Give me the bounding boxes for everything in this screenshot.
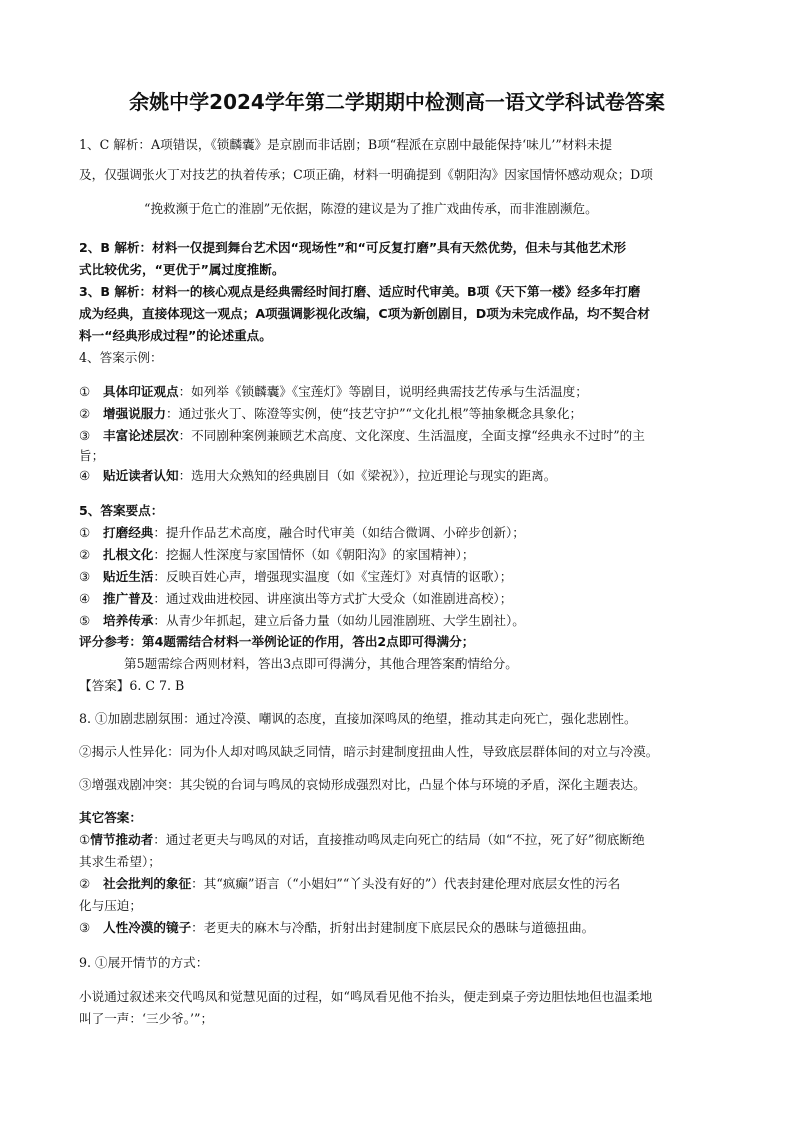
q5-item-1: [79, 525, 525, 541]
item-text: ：反映百姓心声，增强现实温度（如《宝莲灯》对真情的讴歌）；: [153, 569, 513, 584]
item-number: ①: [79, 384, 91, 399]
other-item-2-cont: 化与压迫；: [79, 898, 142, 913]
item-text: ：不同剧种案例兼顾艺术高度、文化深度、生活温度，全面支撑“经典永不过时”的主: [178, 428, 645, 443]
item-key: 培养传承: [103, 613, 154, 628]
q8-line-2: ②揭示人性异化：同为仆人却对鸣凤缺乏同情，暗示封建制度扭曲人性，导致底层群体间的对立与冷漠。: [79, 744, 659, 759]
q4-item-4: [79, 468, 556, 484]
q1-line-1: 1、C 解析：A项错误，《锁麟囊》是京剧而非话剧；B项“程派在京剧中最能保持‘味儿’”材料未提: [79, 137, 613, 152]
other-item-1-cont: 其求生希望）；: [79, 854, 161, 869]
q1-line-2: 及，仅强调张火丁对技艺的执着传承；C项正确，材料一明确提到《朝阳沟》因家国情怀感动观众；D项: [79, 167, 653, 182]
grading-note-1: 评分参考：第4题需结合材料一举例论证的作用，答出2点即可得满分；: [79, 634, 475, 649]
item-key: 扎根文化: [103, 547, 154, 562]
item-key: 人性冷漠的镜子: [103, 920, 192, 935]
item-text: ：从青少年抓起，建立后备力量（如幼儿园淮剧班、大学生剧社）。: [153, 613, 525, 628]
q8-line-1: 8. ①加剧悲剧氛围：通过冷漠、嘲讽的态度，直接加深鸣凤的绝望，推动其走向死亡，强化悲剧性。: [79, 711, 637, 726]
item-key: 贴近读者认知: [103, 468, 179, 483]
item-number: ③: [79, 920, 91, 935]
q4-item-3-cont: 旨；: [79, 448, 105, 463]
q9-line-2: 叫了一声：‘三少爷。’”；: [79, 1011, 214, 1026]
item-number: ③: [79, 569, 91, 584]
other-item-2: [79, 876, 620, 892]
item-key: 贴近生活: [103, 569, 154, 584]
item-text: ：通过张火丁、陈澄等实例，使“技艺守护”“文化扎根”等抽象概念具象化；: [165, 406, 583, 421]
item-number: ①: [79, 525, 91, 540]
other-item-3: [79, 920, 594, 936]
item-text: ：选用大众熟知的经典剧目（如《梁祝》），拉近理论与现实的距离。: [178, 468, 557, 483]
q9-heading: 9. ①展开情节的方式：: [79, 955, 209, 970]
q8-line-3: ③增强戏剧冲突：其尖锐的台词与鸣凤的哀恸形成强烈对比，凸显个体与环境的矛盾，深化主题表达。: [79, 777, 646, 792]
other-answers-heading: 其它答案：: [79, 810, 142, 825]
q5-item-4: [79, 591, 512, 607]
item-text: ：挖掘人性深度与家国情怀（如《朝阳沟》的家国精神）；: [153, 547, 475, 562]
item-key: 丰富论述层次: [103, 428, 179, 443]
item-number: ④: [79, 468, 91, 483]
q5-heading: 5、答案要点：: [79, 503, 164, 518]
q2-line-2: 式比较优劣，“更优于”属过度推断。: [79, 262, 285, 277]
item-key: 社会批判的象征: [103, 876, 192, 891]
item-text: ：通过戏曲进校园、讲座演出等方式扩大受众（如淮剧进高校）；: [153, 591, 513, 606]
q4-heading: 4、答案示例：: [79, 350, 163, 365]
item-number: ④: [79, 591, 91, 606]
q9-line-1: 小说通过叙述来交代鸣凤和觉慧见面的过程，如“鸣凤看见他不抬头，便走到桌子旁边胆怯地但也温柔地: [79, 989, 653, 1004]
item-number: ②: [79, 406, 91, 421]
q5-item-5: [79, 613, 525, 629]
other-item-1: [79, 832, 645, 848]
q3-line-3: 料一“经典形成过程”的论述重点。: [79, 328, 272, 343]
page-title: 余姚中学2024学年第二学期期中检测高一语文学科试卷答案: [129, 90, 665, 114]
item-text: ：老更夫的麻木与冷酷，折射出封建制度下底层民众的愚昧与道德扭曲。: [191, 920, 595, 935]
answers-6-7: 【答案】6. C 7. B: [79, 678, 185, 693]
item-text: ：如列举《锁麟囊》《宝莲灯》等剧目，说明经典需技艺传承与生活温度；: [178, 384, 588, 399]
item-key: 具体印证观点: [103, 384, 179, 399]
q1-line-3: “挽救濒于危亡的淮剧”无依据，陈澄的建议是为了推广戏曲传承，而非淮剧濒危。: [144, 201, 598, 216]
q3-line-2: 成为经典，直接体现这一观点；A项强调影视化改编，C项为新创剧目，D项为未完成作品，均不契合材: [79, 306, 650, 321]
q5-item-3: [79, 569, 512, 585]
item-key: 打磨经典: [103, 525, 154, 540]
item-number: ⑤: [79, 613, 91, 628]
item-number: ①: [79, 832, 91, 847]
grading-note-2: 第5题需综合两则材料，答出3点即可得满分，其他合理答案酌情给分。: [124, 656, 518, 671]
item-number: ②: [79, 547, 91, 562]
item-number: ③: [79, 428, 91, 443]
q2-line-1: 2、B 解析：材料一仅提到舞台艺术因“现场性”和“可反复打磨”具有天然优势，但未与其他艺术形: [79, 240, 627, 255]
item-number: ②: [79, 876, 91, 891]
item-key: 推广普及: [103, 591, 154, 606]
q4-item-1: [79, 384, 588, 400]
item-text: ：其“疯癫”语言（“小娼妇”“丫头没有好的”）代表封建伦理对底层女性的污名: [191, 876, 621, 891]
q4-item-2: [79, 406, 582, 422]
q5-item-2: [79, 547, 475, 563]
q4-item-3: [79, 428, 645, 444]
item-text: ：通过老更夫与鸣凤的对话，直接推动鸣凤走向死亡的结局（如“不拉，死了好”彻底断绝: [153, 832, 645, 847]
q3-line-1: 3、B 解析：材料一的核心观点是经典需经时间打磨、适应时代审美。B项《天下第一楼》经多年打磨: [79, 284, 641, 299]
item-key: 情节推动者: [90, 832, 154, 847]
item-text: ：提升作品艺术高度，融合时代审美（如结合微调、小碎步创新）；: [153, 525, 525, 540]
item-key: 增强说服力: [103, 406, 166, 421]
